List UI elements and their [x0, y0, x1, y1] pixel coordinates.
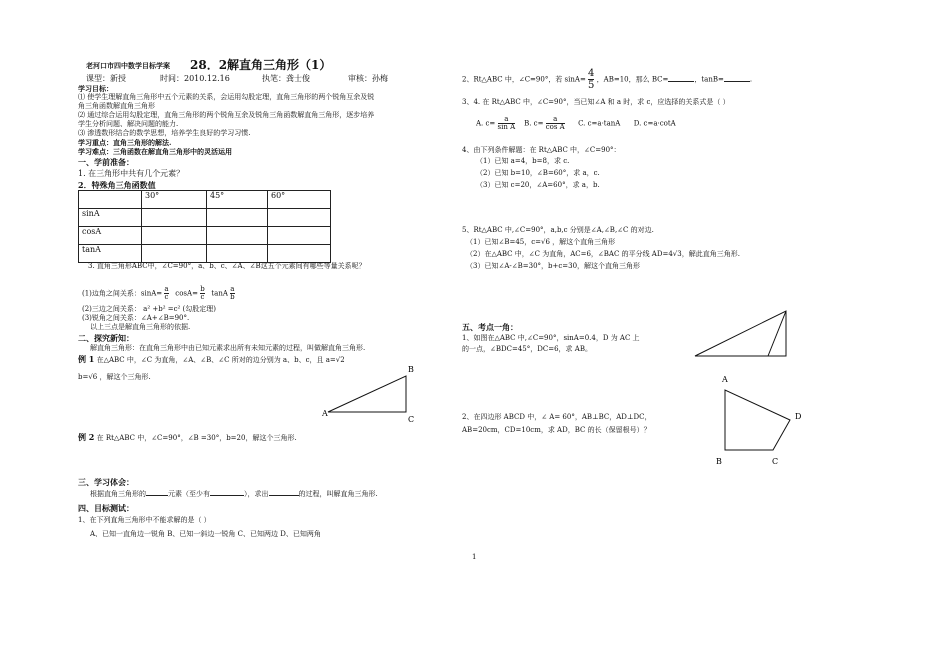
answer-blank[interactable]	[724, 81, 750, 82]
school-name: 老河口市四中数学目标学案	[86, 62, 170, 70]
table-cell	[142, 209, 207, 227]
sin-fraction: $\frac{a}{c}$	[164, 285, 169, 301]
triangle-shape	[328, 376, 406, 412]
exam-question-2-line-2: AB=20cm，CD=10cm，求 AD，BC 的长（保留根号）？	[462, 426, 651, 434]
goal-3: ⑶ 渗透数形结合的数学思想，培养学生良好的学习习惯.	[78, 129, 251, 137]
table-cell	[142, 227, 207, 245]
table-cell	[268, 209, 331, 227]
answer-blank[interactable]	[269, 495, 299, 496]
goal-1-line-1: ⑴ 使学生理解直角三角形中五个元素的关系，会运用勾股定理，直角三角形的两个锐角互余及锐	[78, 93, 375, 101]
test-question-4: 4、由下列条件解题：在 Rt△ABC 中，∠C=90°：	[462, 146, 621, 154]
segment-bd	[768, 311, 786, 356]
table-row-label: cosA	[79, 227, 142, 245]
difficulty: 学习难点：三角函数在解直角三角形中的灵活运用	[78, 147, 232, 156]
goal-2-line-1: ⑵ 通过综合运用勾股定理，直角三角形的两个锐角互余及锐角三角函数解直角三角形，逐步培养	[78, 111, 375, 119]
table-header-cell: 60°	[268, 191, 331, 209]
cos-fraction: $\frac{b}{c}$	[200, 285, 205, 301]
example-2-label: 例 2	[78, 432, 95, 442]
table-cell	[207, 209, 268, 227]
table-row	[79, 245, 331, 263]
goal-1-line-2: 角三角函数解直角三角形	[78, 102, 155, 110]
test-question-5: 5、Rt△ABC 中,∠C=90°，a,b,c 分别是∠A,∠B,∠C 的对边.	[462, 226, 654, 234]
test-question-4-part-3: （3）已知 c=20，∠A=60°，求 a，b.	[476, 181, 600, 189]
vertex-label-a: A	[322, 409, 328, 418]
edge-angle-relations	[82, 286, 235, 301]
table-row	[79, 227, 331, 245]
example-1-label: 例 1	[78, 354, 95, 364]
test-question-1: 1、在下列直角三角形中不能求解的是（ ）	[78, 516, 211, 524]
answer-blank[interactable]	[668, 81, 694, 82]
exam-question-1-line-1: 1、如图在△ABC 中,∠C=90°，sinA=0.4，D 为 AC 上	[462, 334, 640, 342]
vertex-label-c: C	[408, 415, 415, 424]
table-header-cell: 45°	[207, 191, 268, 209]
section-2-heading: 二、探究新知：	[78, 333, 134, 343]
vertex-label-a: A	[722, 375, 728, 384]
exam-question-2-line-1: 2、在四边形 ABCD 中，∠ A= 60°，AB⊥BC，AD⊥DC，	[462, 413, 652, 421]
angle-relations: (3)锐角之间关系：∠A+∠B=90°.	[82, 314, 190, 322]
example-2-text: 在 Rt△ABC 中，∠C=90°，∠B =30°，b=20，解这个三角形.	[96, 434, 297, 442]
test-question-5-part-2: （2）在△ABC 中，∠C 为直角，AC=6，∠BAC 的平分线 AD=4√3，解此直角三角形.	[466, 250, 740, 258]
example-2	[78, 433, 297, 443]
example-1-triangle	[320, 362, 440, 432]
table-header-cell: 30°	[142, 191, 207, 209]
table-cell	[207, 227, 268, 245]
question-relations: 3. 直角三角形ABC中，∠C=90°，a、b、c、∠A、∠B这五个元素间有哪些等量关系呢？	[88, 262, 366, 270]
sin-value-fraction: $\frac{4}{5}$	[588, 68, 595, 91]
tan-label: tanA	[211, 289, 228, 298]
test-question-3-options: A. c= $\frac{a}{\text{sin A}}$ B. c= $\frac{a}{\text{cos A}}$ C. c=a·tanA D. c=a·cotA	[476, 115, 676, 131]
page-number: 1	[472, 553, 477, 561]
vertex-label-d: D	[795, 412, 802, 421]
vertex-label-b: B	[716, 457, 722, 466]
vertex-label-b: B	[408, 365, 414, 374]
table-cell	[268, 227, 331, 245]
test-question-1-options: A、已知一直角边一锐角 B、已知一斜边一锐角 C、已知两边 D、已知两角	[90, 530, 321, 538]
exam-2-quadrilateral	[710, 370, 810, 470]
example-1-line-1	[78, 355, 345, 365]
table-cell	[207, 245, 268, 263]
trig-table-caption: 2．特殊角三角函数值	[78, 180, 156, 190]
example-1-line-2: b=√6 ，解这个三角形.	[78, 373, 151, 381]
quadrilateral-abcd	[725, 390, 790, 450]
key-point: 学习重点：直角三角形的解法.	[78, 138, 172, 147]
author: 执笔：龚士俊	[262, 74, 310, 83]
test-question-5-part-3: （3）已知∠A-∠B=30°，b+c=30，解这个直角三角形	[466, 262, 641, 270]
goals-heading: 学习目标：	[78, 84, 113, 93]
reviewer: 审核：孙梅	[348, 74, 388, 83]
special-angle-trig-table	[78, 190, 331, 263]
cos-label: cosA=	[175, 289, 198, 298]
table-row	[79, 209, 331, 227]
test-question-4-part-1: （1）已知 a=4，b=8，求 c.	[476, 157, 570, 165]
section-4-heading: 四、目标测试：	[78, 503, 134, 513]
sin-label: (1)边角之间关系：sinA=	[82, 289, 163, 298]
triangle-abc	[695, 311, 786, 356]
table-row-label: tanA	[79, 245, 142, 263]
example-1-text: 在△ABC 中，∠C 为直角，∠A、∠B、∠C 所对的边分别为 a、b、c，且 a=√2	[96, 356, 345, 364]
answer-blank[interactable]	[146, 495, 168, 496]
question-element-count: 1. 在三角形中共有几个元素？	[78, 169, 185, 178]
goal-2-line-2: 学生分析问题、解决问题的能力.	[78, 120, 179, 128]
option-a-fraction: $\frac{a}{\text{sin A}}$	[497, 115, 516, 131]
reflection-sentence: 根据直角三角形的 元素（至少有 ），求出 的过程，叫解直角三角形.	[90, 490, 378, 498]
test-question-5-part-1: （1）已知∠B=45，c=√6 ，解这个直角三角形	[466, 238, 616, 246]
table-header-row	[79, 191, 331, 209]
side-relations: (2)三边之间关系： a² +b² =c² (勾股定理)	[82, 305, 217, 313]
option-b-fraction: $\frac{a}{\text{cos A}}$	[545, 115, 565, 131]
section-5-heading: 五、考点一角：	[462, 322, 518, 332]
definition: 解直角三角形：在直角三角形中由已知元素求出所有未知元素的过程，叫做解直角三角形.	[90, 344, 366, 352]
vertex-label-c: C	[772, 457, 779, 466]
page-title: 28．2解直角三角形（1）	[190, 58, 332, 72]
test-question-2: 2、Rt△ABC 中，∠C=90°，若 sinA= $\frac{4}{5}$ ，AB=10，那么 BC= ，tanB= .	[462, 68, 753, 91]
answer-blank[interactable]	[210, 495, 244, 496]
course-type: 课型：新授	[86, 74, 126, 83]
tan-fraction: $\frac{a}{b}$	[230, 285, 235, 301]
table-header-cell	[79, 191, 142, 209]
exam-1-figure	[690, 308, 800, 362]
section-3-heading: 三、学习体会：	[78, 477, 134, 487]
test-question-3: 3、4. 在 Rt△ABC 中，∠C=90°，当已知∠A 和 a 时，求 c，应选择的关系式是（ ）	[462, 98, 730, 106]
table-cell	[268, 245, 331, 263]
section-1-heading: 一、学前准备：	[78, 157, 134, 167]
relations-summary: 以上三点是解直角三角形的依据.	[90, 323, 191, 331]
test-question-4-part-2: （2）已知 b=10，∠B=60°，求 a，c.	[476, 169, 600, 177]
exam-question-1-line-2: 的一点，∠BDC=45°，DC=6，求 AB。	[462, 345, 592, 353]
table-row-label: sinA	[79, 209, 142, 227]
table-cell	[142, 245, 207, 263]
lesson-date: 时间：2010.12.16	[160, 74, 230, 83]
